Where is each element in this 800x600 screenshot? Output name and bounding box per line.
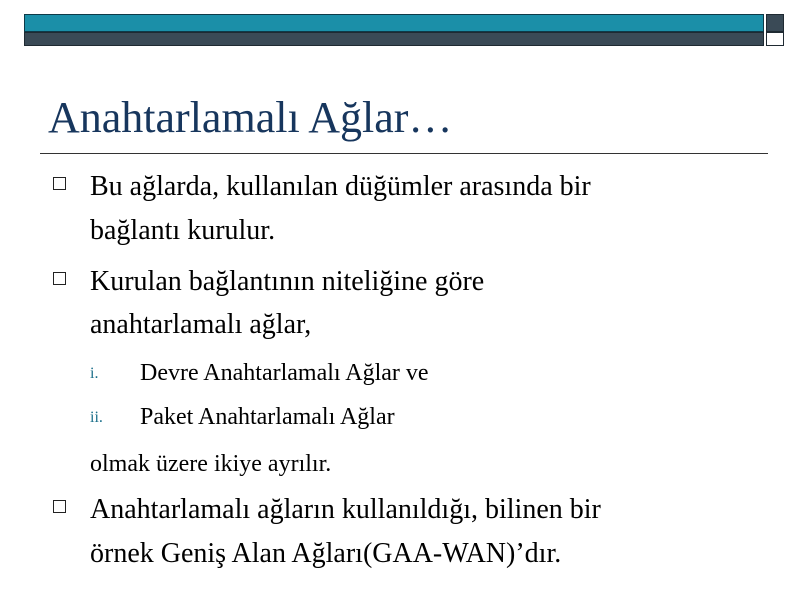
bullet-2-line-1: Kurulan bağlantının niteliğine göre — [90, 266, 485, 297]
sub-item-1-text: Devre Anahtarlamalı Ağlar ve — [140, 360, 429, 386]
bullet-2-line-2: anahtarlamalı ağlar, — [90, 309, 312, 340]
bullet-1-line-1: Bu ağlarda, kullanılan düğümler arasında bir — [90, 171, 591, 202]
sub-item-1-marker: i. — [90, 365, 99, 382]
slide-title: Anahtarlamalı Ağlar… — [48, 93, 453, 142]
bullet-square-icon — [53, 500, 66, 513]
sub-item-2-text: Paket Anahtarlamalı Ağlar — [140, 404, 395, 430]
bullet-1-line-2: bağlantı kurulur. — [90, 215, 276, 246]
bullet-2-continuation: olmak üzere ikiye ayrılır. — [90, 451, 332, 477]
bullet-3-line-1: Anahtarlamalı ağların kullanıldığı, bilinen bir — [90, 494, 601, 525]
sub-item-2-marker: ii. — [90, 409, 103, 426]
bullet-3-line-2: örnek Geniş Alan Ağları(GAA-WAN)’dır. — [90, 538, 562, 569]
bullet-square-icon — [53, 272, 66, 285]
bullet-square-icon — [53, 177, 66, 190]
